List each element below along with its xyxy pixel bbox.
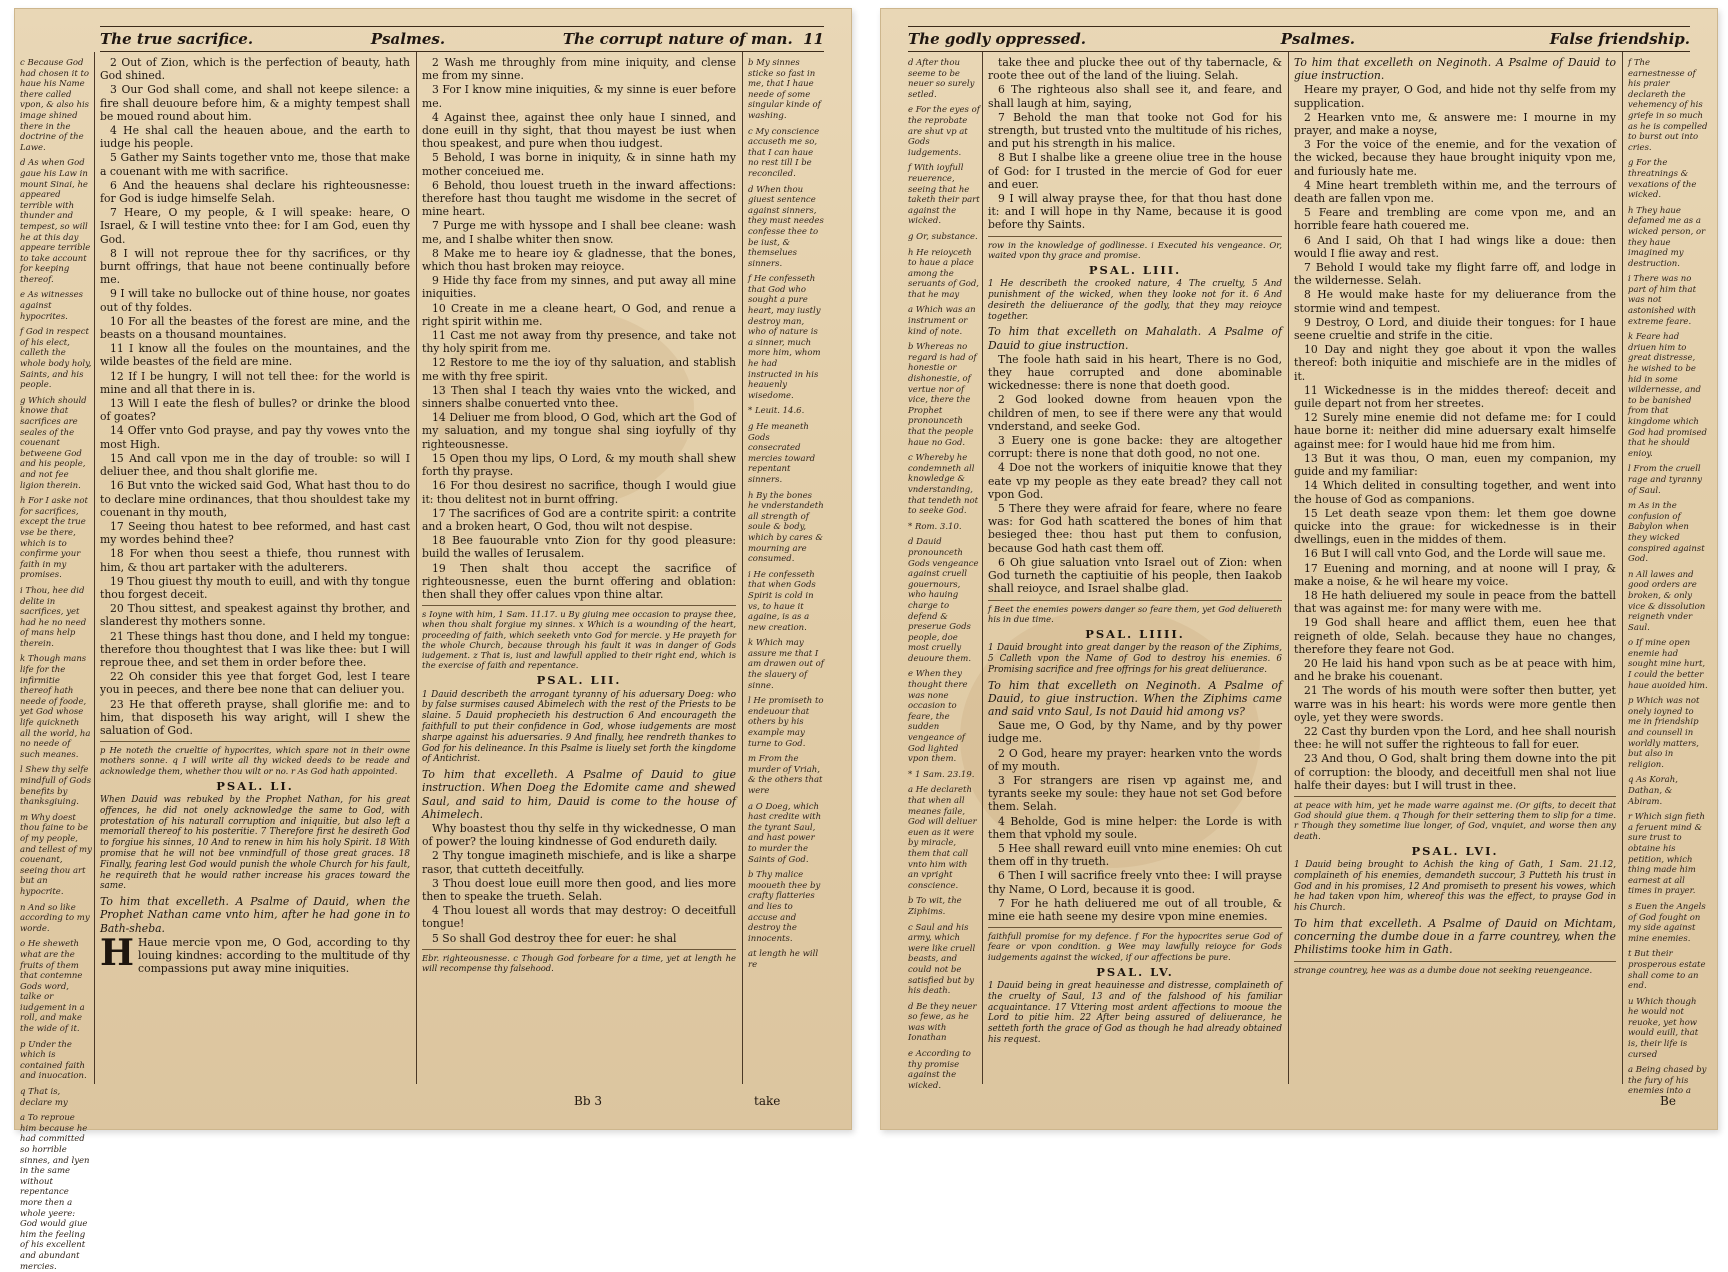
margin-note: c Because God had chosen it to haue his Name there called vpon, & also his image shined there in the doctrine of the Lawe.	[20, 58, 90, 153]
margin-note: u Which though he would not reuoke, yet how would euill, that is, their life is cursed	[1628, 996, 1699, 1060]
column-rule	[416, 52, 417, 1084]
verse: 5 There they were afraid for feare, where no feare was: for God hath scattered the bones of him that besieged thee: thou hast put them to confusion, because God hath cast them off.	[988, 502, 1282, 555]
footnote: p He noteth the crueltie of hypocrites, which spare not in their owne mothers sonne. q I will write all thy wicked deeds to be reade and acknowledge them, whether thou wilt or no. r As God hath appointed.	[100, 741, 410, 776]
margin-note: * 1 Sam. 23.19.	[908, 769, 975, 780]
margin-note: * Rom. 3.10.	[908, 521, 962, 532]
verse: 20 He laid his hand vpon such as be at peace with him, and he brake his couenant.	[1294, 656, 1616, 684]
verse: 16 For thou desirest no sacrifice, though I would giue it: thou delitest not in burnt offring.	[422, 479, 736, 506]
psalm-54-heading: PSAL. LIIII.	[1085, 626, 1185, 641]
verse: 10 Create in me a cleane heart, O God, and renue a right spirit within me.	[422, 301, 736, 328]
psalm-52-heading: PSAL. LII.	[536, 673, 622, 688]
margin-note: e As witnesses against hypocrites.	[20, 290, 83, 322]
verse: 9 Hide thy face from my sinnes, and put away all mine iniquities.	[422, 274, 736, 301]
margin-note: h He reioyceth to haue a place among the seruants of God, that he may	[908, 247, 979, 300]
verse: 7 Heare, O my people, & I will speake: heare, O Israel, & I will testine vnto thee: for I am God, euen thy God.	[100, 206, 410, 246]
verse: 11 Wickednesse is in the middes thereof: deceit and guile depart not from her streetes.	[1294, 383, 1616, 411]
verse: 2 Thy tongue imagineth mischiefe, and is like a sharpe rasor, that cutteth deceitfully.	[422, 849, 736, 876]
verse: 12 Restore to me the ioy of thy saluation, and stablish me with thy free spirit.	[422, 356, 736, 383]
psalm-53-heading: PSAL. LIII.	[1088, 263, 1182, 278]
verse: 14 Offer vnto God prayse, and pay thy vowes vnto the most High.	[100, 424, 410, 451]
psalm-55-heading: PSAL. LV.	[1096, 964, 1174, 979]
verse: 6 And I said, Oh that I had wings like a doue: then would I flie away and rest.	[1294, 233, 1616, 260]
margin-note: g Or, substance.	[908, 231, 978, 242]
verse: 6 Behold, thou louest trueth in the inward affections: therefore hast thou taught me wisdome in the secret of mine heart.	[422, 178, 736, 219]
verse: 6 Oh giue saluation vnto Israel out of Zion: when God turneth the captiuitie of his people, then Iaakob shall reioyce, and Israel shalbe glad.	[988, 555, 1282, 596]
margin-note: q That is, declare my	[20, 1087, 68, 1108]
margin-note: p Under the which is contained faith and inuocation.	[20, 1039, 87, 1082]
right-page	[880, 8, 1718, 1130]
psalm-54-title: To him that excelleth on Neginoth. A Psalme of Dauid, to giue instruction. When the Ziphims came and said vnto Saul, Is not Dauid hid among vs?	[988, 678, 1282, 718]
verse: 6 Then I will sacrifice freely vnto thee: I will prayse thy Name, O Lord, because it is good.	[988, 869, 1282, 896]
margin-note: * Leuit. 14.6.	[748, 406, 805, 417]
verse: 16 But vnto the wicked said God, What hast thou to do to declare mine ordinances, that thou shouldest take my couenant in thy mouth,	[100, 479, 410, 519]
verse: Heare my prayer, O God, and hide not thy selfe from my supplication.	[1294, 83, 1616, 110]
margin-note: d As when God gaue his Law in mount Sinai, he appeared terrible with thunder and tempest, so will he at this day appeare terrible to take account for keeping thereof.	[20, 158, 91, 285]
margin-rule	[742, 52, 743, 1084]
margin-note: g Which should knowe that sacrifices are seales of the couenant betweene God and his people, and not fee ligion therein.	[20, 395, 87, 491]
verse: 14 Deliuer me from blood, O God, which art the God of my saluation, and my tongue shal sing ioyfully of thy righteousnesse.	[422, 411, 736, 451]
margin-note: m Why doest thou faine to be of my people, and tellest of my couenant, seeing thou art but an hypocrite.	[20, 812, 92, 897]
verse: 8 Make me to heare ioy & gladnesse, that the bones, which thou hast broken may reioyce.	[422, 246, 736, 274]
catchword: take	[754, 1094, 781, 1108]
verse: 9 Destroy, O Lord, and diuide their tongues: for I haue seene crueltie and strife in the citie.	[1294, 315, 1616, 343]
margin-note: h For I aske not for sacrifices, except the true vse be there, which is to confirme your faith in my promises.	[20, 496, 88, 581]
margin-rule	[982, 52, 983, 1084]
right-outer-margin-notes	[1628, 58, 1708, 1097]
margin-note: t But their prosperous estate shall come to an end.	[1628, 949, 1706, 992]
footnote: strange countrey, hee was as a dumbe doue not seeking reuengeance.	[1294, 961, 1616, 975]
verse: 3 Thou doest loue euill more then good, and lies more then to speake the trueth. Selah.	[422, 876, 736, 903]
margin-note: d Dauid pronounceth Gods vengeance against cruell gouernours, who hauing charge to defend & preserue Gods people, doe most cruelly deuoure them.	[908, 537, 979, 664]
verse: 4 He shal call the heauen aboue, and the earth to iudge his people.	[100, 124, 410, 151]
margin-note: c Whereby he condemneth all knowledge & vnderstanding, that tendeth not to seeke God.	[908, 453, 979, 517]
psalm-51-verse-1	[100, 931, 410, 976]
verse: 9 I will alway prayse thee, for that thou hast done it: and I will hope in thy Name, because it is good before thy Saints.	[988, 192, 1282, 232]
verse: 6 And the heauens shal declare his righteousnesse: for God is iudge himselfe Selah.	[100, 178, 410, 206]
psalm-51-verses	[422, 56, 736, 601]
margin-note: h By the bones he vnderstandeth all strength of soule & body, which by cares & mourning are consumed.	[748, 490, 824, 565]
margin-note: o He sheweth what are the fruits of them that contemne Gods word, talke or iudgement in a roll, and make the wide of it.	[20, 939, 85, 1035]
verse: 10 Day and night they goe about it vpon the walles thereof: both iniquitie and mischiefe are in the midles of it.	[1294, 343, 1616, 383]
left-outer-margin-notes	[20, 58, 92, 1272]
margin-note: b Thy malice mooueth thee by crafty flatteries and lies to accuse and destroy the innocents.	[748, 870, 821, 944]
psalm-51-argument: When Dauid was rebuked by the Prophet Nathan, for his great offences, he did not onely acknowledge the same to God, with protestation of his naturall corruption and iniquitie, but also left a memoriall thereof to his posteritie. 7 Therefore first he desireth God to forgiue his sinnes, 10 And to renew in him his holy Spirit. 18 With promise that he will not bee vnmindfull of those great graces. 18 Finally, fearing lest God would punish the whole Church for his fault, he requireth that he would rather increase his graces toward the same.	[100, 794, 410, 892]
psalm-56-argument: 1 Dauid being brought to Achish the king of Gath, 1 Sam. 21.12, complaineth of his enemies, demandeth succour, 3 Putteth his trust in God and in his promises, 12 And promiseth to present his vowes, which he had taken vpon him, whereof this was the effect, to prayse God in his Church.	[1294, 859, 1616, 914]
margin-rule	[1622, 52, 1623, 1084]
margin-note: a He declareth that when all meanes faile, God will deliuer euen as it were by miracle, them that call vnto him with an vpright conscience.	[908, 785, 977, 891]
footnote: Ebr. righteousnesse. c Though God forbeare for a time, yet at length he will recompense thy falsehood.	[422, 949, 736, 973]
verse: 18 For when thou seest a thiefe, thou runnest with him, & thou art partaker with the adulterers.	[100, 547, 410, 574]
margin-note: i He confesseth that when Gods Spirit is cold in vs, to haue it againe, is as a new creation.	[748, 569, 816, 633]
verse: 10 For all the beastes of the forest are mine, and the beasts on a thousand mountaines.	[100, 314, 410, 342]
margin-note: a O Doeg, which hast credite with the tyrant Saul, and hast power to murder the Saints of God.	[748, 801, 822, 865]
verse: 23 He that offereth prayse, shall glorifie me: and to him, that disposeth his way aright, will I shew the saluation of God.	[100, 697, 410, 737]
verse: 22 Cast thy burden vpon the Lord, and hee shall nourish thee: he will not suffer the righteous to fall for euer.	[1294, 724, 1616, 752]
psalm-52-verses	[988, 56, 1282, 232]
psalm-52-verses	[422, 822, 736, 945]
margin-note: i Thou, hee did delite in sacrifices, yet had he no need of mans help therein.	[20, 585, 87, 649]
margin-note: f God in respect of his elect, calleth the whole body holy, Saints, and his people.	[20, 327, 92, 391]
psalm-56-heading: PSAL. LVI.	[1411, 843, 1499, 858]
footnote: f Beet the enemies powers danger so feare them, yet God deliuereth his in due time.	[988, 600, 1282, 624]
right-head-right: False friendship.	[1549, 30, 1690, 48]
left-head-left: The true sacrifice.	[100, 30, 254, 48]
margin-note: f He confesseth that God who sought a pure heart, may iustly destroy man, who of nature is a sinner, much more him, whom he had instructed in his heauenly wisedome.	[748, 274, 821, 401]
left-column-2	[422, 56, 736, 1090]
margin-note: n And so like according to my worde.	[20, 902, 90, 934]
margin-note: k Which may assure me that I am drawen out of the slauery of sinne.	[748, 638, 824, 691]
catchword: Be	[1660, 1094, 1676, 1108]
verse: 2 O God, heare my prayer: hearken vnto the words of my mouth.	[988, 746, 1282, 773]
margin-note: l Shew thy selfe mindfull of Gods benefits by thanksgiuing.	[20, 765, 92, 808]
margin-note: d Be they neuer so fewe, as he was with Ionathan	[908, 1001, 977, 1044]
verse: 2 Wash me throughly from mine iniquity, and clense me from my sinne.	[422, 56, 736, 83]
verse: 4 Thou louest all words that may destroy: O deceitfull tongue!	[422, 904, 736, 931]
margin-note: g He meaneth Gods consecrated mercies toward repentant sinners.	[748, 422, 816, 485]
verse: 7 Behold I would take my flight farre off, and lodge in the wildernesse. Selah.	[1294, 261, 1616, 288]
psalm-53-title: To him that excelleth on Mahalath. A Psalme of Dauid to giue instruction.	[988, 325, 1282, 352]
verse: 15 And call vpon me in the day of trouble: so will I deliuer thee, and thou shalt glorifie me.	[100, 451, 410, 479]
footnote: at peace with him, yet he made warre against me. (Or gifts, to deceit that God should giue them. q Though for their settering them to slip for a time. r Though they sometime liue longer, of God, vnquiet, and worse then any death.	[1294, 796, 1616, 841]
verse: 5 Behold, I was borne in iniquity, & in sinne hath my mother conceiued me.	[422, 151, 736, 178]
verse: 18 He hath deliuered my soule in peace from the battell that was against me: for many were with me.	[1294, 588, 1616, 616]
psalm-54-argument: 1 Dauid brought into great danger by the reason of the Ziphims, 5 Calleth vpon the Name of God to destroy his enemies. 6 Promising sacrifice and free offrings for his great deliuerance.	[988, 643, 1282, 675]
psalm-55-title: To him that excelleth on Neginoth. A Psalme of Dauid to giue instruction.	[1294, 56, 1616, 83]
verse: 23 And thou, O God, shalt bring them downe into the pit of corruption: the bloody, and deceitfull men shal not liue halfe their dayes: but I will trust in thee.	[1294, 752, 1616, 792]
verse: 18 Bee fauourable vnto Zion for thy good pleasure: build the walles of Ierusalem.	[422, 534, 736, 561]
margin-note: a Which was an instrument or kind of note.	[908, 305, 976, 337]
verse: 6 The righteous also shall see it, and feare, and shall laugh at him, saying,	[988, 83, 1282, 110]
margin-note: e For the eyes of the reprobate are shut vp at Gods iudgements.	[908, 105, 980, 158]
left-running-head	[100, 26, 824, 52]
margin-note: r Which sign fieth a feruent mind & sure trust to obtaine his petition, which thing made him earnest at all times in prayer.	[1628, 812, 1705, 897]
psalm-56-title: To him that excelleth. A Psalme of Dauid on Michtam, concerning the dumbe doue in a farre countrey, when the Philistims tooke him in Gath.	[1294, 916, 1616, 957]
verse: 11 I know all the foules on the mountaines, and the wilde beastes of the field are mine.	[100, 342, 410, 369]
margin-note: e According to thy promise against the wicked.	[908, 1049, 971, 1091]
verse: 2 Out of Zion, which is the perfection of beauty, hath God shined.	[100, 56, 410, 83]
margin-note: k Though mans life for the infirmitie thereof hath neede of foode, yet God whose life quickneth all the world, ha no neede of such meanes.	[20, 654, 91, 760]
verse: 3 Euery one is gone backe: they are altogether corrupt: there is none that doth good, no not one.	[988, 434, 1282, 461]
footnote: faithfull promise for my defence. f For the hypocrites serue God of feare or vpon condition. g Wee may lawfully reioyce for Gods iudgements against the wicked, if our affections be pure.	[988, 927, 1282, 962]
left-page	[14, 8, 852, 1272]
margin-note: f With ioyfull reuerence, seeing that he taketh their part against the wicked.	[908, 163, 980, 227]
verse: 16 But I will call vnto God, and the Lorde will saue me.	[1304, 547, 1606, 561]
psalm-55-argument: 1 Dauid being in great heauinesse and distresse, complaineth of the cruelty of Saul, 13 and of the falshood of his familiar acquaintance. 17 Vttering most ardent affections to mooue the Lord to pitie him. 22 After being assured of deliuerance, he setteth forth the grace of God as though he had already obtained his request.	[988, 980, 1282, 1045]
psalm-52-title: To him that excelleth. A Psalme of Dauid to giue instruction. When Doeg the Edomite came and shewed Saul, and said to him, Dauid is come to the house of Ahimelech.	[422, 768, 736, 821]
left-head-right: The corrupt nature of man.	[562, 30, 793, 48]
verse: 11 Cast me not away from thy presence, and take not thy holy spirit from me.	[422, 329, 736, 356]
margin-note: l From the cruell rage and tyranny of Saul.	[1628, 464, 1703, 496]
verse: Saue me, O God, by thy Name, and by thy power iudge me.	[988, 719, 1282, 746]
margin-rule	[94, 52, 95, 1084]
margin-note: c My conscience accuseth me so, that I can haue no rest till I be reconciled.	[748, 126, 820, 179]
verse: 5 Feare and trembling are come vpon me, and an horrible feare hath couered me.	[1294, 206, 1616, 233]
verse: 22 Oh consider this yee that forget God, lest I teare you in peeces, and there bee none that can deliuer you.	[100, 670, 410, 697]
verse: 19 Then shalt thou accept the sacrifice of righteousnesse, euen the burnt offering and oblation: then shall they offer calues vpon thine altar.	[422, 561, 736, 601]
verse: 4 Doe not the workers of iniquitie knowe that they eate vp my people as they eate bread? they call not vpon God.	[988, 461, 1282, 501]
psalm-50-verses	[100, 56, 410, 737]
margin-note: m From the murder of Vriah, & the others that were	[748, 754, 823, 796]
verse: Why boastest thou thy selfe in thy wickednesse, O man of power? the louing kindnesse of God endureth daily.	[422, 821, 736, 849]
margin-note: d After thou seeme to be neuer so surely setled.	[908, 58, 975, 100]
left-column-1	[100, 56, 410, 1090]
verse: 17 The sacrifices of God are a contrite spirit: a contrite and a broken heart, O God, thou wilt not despise.	[422, 506, 736, 533]
column-rule	[1288, 52, 1289, 1084]
margin-note: at length he will re	[748, 949, 819, 970]
verse: 3 For I know mine iniquities, & my sinne is euer before me.	[422, 83, 736, 110]
verse: 4 Beholde, God is mine helper: the Lorde is with them that vphold my soule.	[988, 814, 1282, 841]
verse: 3 For strangers are risen vp against me, and tyrants seeke my soule: they haue not set God before them. Selah.	[988, 773, 1282, 814]
verse: 7 For he hath deliuered me out of all trouble, & mine eie hath seene my desire vpon mine enemies.	[988, 896, 1282, 923]
margin-note: s Euen the Angels of God fought on my side against mine enemies.	[1628, 901, 1706, 944]
verse: 15 Let death seaze vpon them: let them goe downe quicke into the graue: for wickednesse is in their dwellings, euen in the middes of them.	[1294, 506, 1616, 547]
verse: 13 Will I eate the flesh of bulles? or drinke the blood of goates?	[100, 397, 410, 424]
margin-note: q As Korah, Dathan, & Abiram.	[1628, 775, 1678, 807]
margin-note: l He promiseth to endeuour that others by his example may turne to God.	[748, 696, 824, 749]
margin-note: b To wit, the Ziphims.	[908, 896, 962, 917]
verse: 12 If I be hungry, I will not tell thee: for the world is mine and all that there in is.	[100, 369, 410, 396]
right-running-head	[908, 26, 1690, 52]
verse: 8 I will not reproue thee for thy sacrifices, or thy burnt offrings, that haue not beene continually before me.	[100, 246, 410, 287]
verse: 4 Against thee, against thee only haue I sinned, and done euill in thy sight, that thou mayest be iust when thou speakest, and pure when thou iudgest.	[422, 110, 736, 151]
margin-note: m As in the confusion of Babylon when they wicked conspired against God.	[1628, 501, 1705, 565]
margin-note: d When thou giuest sentence against sinners, they must needes confesse thee to be iust, & themselues sinners.	[748, 184, 824, 269]
psalm-54-verses	[988, 719, 1282, 923]
verse: 13 But it was thou, O man, euen my companion, my guide and my familiar:	[1294, 451, 1616, 479]
margin-note: k Feare had driuen him to great distresse, he wished to be hid in some wildernesse, and to be banished from that kingdome which God had promised that he should enioy.	[1628, 332, 1707, 459]
verse: 5 Hee shall reward euill vnto mine enemies: Oh cut them off in thy trueth.	[988, 841, 1282, 869]
verse-text: Haue mercie vpon me, O God, according to thy louing kindnes: according to the multitude of thy compassions put away mine iniquities.	[138, 935, 410, 976]
margin-note: i There was no part of him that was not astonished with extreme feare.	[1628, 274, 1697, 327]
footnote: row in the knowledge of godlinesse. i Executed his vengeance. Or, waited vpon thy grace and promise.	[988, 236, 1282, 260]
verse: 13 Then shal I teach thy waies vnto the wicked, and sinners shalbe conuerted vnto thee.	[422, 383, 736, 411]
right-head-center: Psalmes.	[1280, 30, 1356, 48]
margin-note: p Which was not onely ioyned to me in friendship and counsell in worldly matters, but also in religion.	[1628, 696, 1700, 770]
verse: 20 Thou sittest, and speakest against thy brother, and slanderest thy mothers sonne.	[100, 602, 410, 629]
verse: 9 I will take no bullocke out of thine house, nor goates out of thy foldes.	[100, 287, 410, 314]
psalm-53-verses	[988, 353, 1282, 596]
margin-note: n All lawes and good orders are broken, & only vice & dissolution reigneth vnder Saul.	[1628, 569, 1706, 633]
margin-note: h They haue defamed me as a wicked person, or they haue imagined my destruction.	[1628, 205, 1706, 269]
verse: 5 Gather my Saints together vnto me, those that make a couenant with me with sacrifice.	[100, 151, 410, 178]
verse: 2 Hearken vnto me, & answere me: I mourne in my prayer, and make a noyse,	[1294, 110, 1616, 138]
left-inner-margin-notes	[748, 58, 824, 1090]
verse: 14 Which delited in consulting together, and went into the house of God as companions.	[1294, 479, 1616, 506]
psalm-55-verses	[1294, 83, 1616, 792]
margin-note: o If mine open enemie had sought mine hurt, I could the better haue auoided him.	[1628, 638, 1708, 691]
margin-note: b My sinnes sticke so fast in me, that I haue neede of some singular kinde of washing.	[748, 58, 821, 121]
verse: 7 Behold the man that tooke not God for his strength, but trusted vnto the multitude of his riches, and put his strength in his malice.	[988, 110, 1282, 151]
verse: 17 Seeing thou hatest to bee reformed, and hast cast my wordes behind thee?	[100, 519, 410, 547]
verse: 2 God looked downe from heauen vpon the children of men, to see if there were any that would vnderstand, and seeke God.	[988, 393, 1282, 433]
right-head-left: The godly oppressed.	[908, 30, 1087, 48]
verse: 4 Mine heart trembleth within me, and the terrours of death are fallen vpon me.	[1294, 178, 1616, 206]
margin-note: a Being chased by the fury of his enemies into a	[1628, 1065, 1707, 1097]
margin-note: f The earnestnesse of his praier declareth the vehemency of his griefe in so much as he is compelled to burst out into cries.	[1628, 58, 1708, 153]
psalm-52-argument: 1 Dauid describeth the arrogant tyranny of his aduersary Doeg: who by false surmises caused Abimelech with the rest of the Priests to be slaine. 5 Dauid prophecieth his destruction 6 And encourageth the faithfull to put their confidence in God, whose iudgements are most sharpe against his aduersaries. 9 And finally, hee rendreth thankes to God for his delineance. In this Psalme is liuely set forth the kingdome of Antichrist.	[422, 689, 736, 765]
psalm-51-heading: PSAL. LI.	[216, 778, 294, 793]
folio-number: 11	[803, 30, 824, 48]
margin-note: b Whereas no regard is had of honestie or dishonestie, of vertue nor of vice, there the Prophet pronounceth that the people haue no God.	[908, 342, 977, 448]
margin-note: a To reproue him because he had committed so horrible sinnes, and lyen in the same without repentance more then a whole yeere: God would giue him the feeling of his excellent and abundant mercies.	[20, 1113, 90, 1272]
verse: 19 Thou giuest thy mouth to euill, and with thy tongue thou forgest deceit.	[100, 574, 410, 601]
verse: The foole hath said in his heart, There is no God, they haue corrupted and done abominable wickednesse: there is none that doeth good.	[988, 352, 1282, 393]
signature-mark: Bb 3	[574, 1094, 602, 1108]
margin-note: g For the threatnings & vexations of the wicked.	[1628, 158, 1697, 201]
margin-note: e When they thought there was none occasion to feare, the sudden vengeance of God lighted vpon them.	[908, 669, 968, 765]
verse: take thee and plucke thee out of thy tabernacle, & roote thee out of the land of the liuing. Selah.	[988, 56, 1282, 83]
verse: 5 So shall God destroy thee for euer: he shal	[432, 931, 677, 945]
right-column-1	[988, 56, 1282, 1090]
verse: 21 The words of his mouth were softer then butter, yet warre was in his heart: his words were more gentle then oyle, yet they were swords.	[1294, 684, 1616, 724]
right-inner-margin-notes	[908, 58, 980, 1090]
verse: 3 Our God shall come, and shall not keepe silence: a fire shall deuoure before him, & a mighty tempest shall be moued round about him.	[100, 83, 410, 123]
right-column-2	[1294, 56, 1616, 1090]
psalm-51-title: To him that excelleth. A Psalme of Dauid, when the Prophet Nathan came vnto him, after he had gone in to Bath-sheba.	[100, 895, 410, 935]
verse: 3 For the voice of the enemie, and for the vexation of the wicked, because they haue brought iniquity vpon me, and furiously hate me.	[1294, 138, 1616, 178]
drop-cap: H	[100, 931, 135, 974]
psalm-53-argument: 1 He describeth the crooked nature, 4 The cruelty, 5 And punishment of the wicked, when they looke not for it. 6 And desireth the deliuerance of the godly, that they may reioyce together.	[988, 279, 1282, 322]
verse: 19 God shall heare and afflict them, euen hee that reigneth of olde, Selah. because they haue no changes, therefore they feare not God.	[1294, 616, 1616, 656]
verse: 17 Euening and morning, and at noone will I pray, & make a noise, & he wil heare my voice.	[1294, 561, 1616, 588]
verse: 8 He would make haste for my deliuerance from the stormie wind and tempest.	[1294, 288, 1616, 315]
verse: 15 Open thou my lips, O Lord, & my mouth shall shew forth thy prayse.	[422, 451, 736, 479]
verse: 8 But I shalbe like a greene oliue tree in the house of God: for I trusted in the mercie of God for euer and euer.	[988, 151, 1282, 191]
left-head-center: Psalmes.	[370, 30, 446, 48]
verse: 21 These things hast thou done, and I held my tongue: therefore thou thoughtest that I was like thee: but I will reproue thee, and set them in order before thee.	[100, 629, 410, 669]
margin-note: c Saul and his army, which were like cruell beasts, and could not be satisfied but by his death.	[908, 922, 976, 997]
verse: 12 Surely mine enemie did not defame me: for I could haue borne it: neither did mine aduersary exalt himselfe against mee: for I would haue hid me from him.	[1294, 411, 1616, 451]
verse: 7 Purge me with hyssope and I shall bee cleane: wash me, and I shalbe whiter then snow.	[422, 219, 736, 246]
footnote: s Ioyne with him, 1 Sam. 11.17. u By giuing mee occasion to prayse thee, when thou shalt forgiue my sinnes. x Which is a wounding of the heart, proceeding of faith, which seeketh vnto God for mercie. y He prayeth for the whole Church, because through his fault it was in danger of Gods iudgement. z That is, iust and lawfull applied to their right end, which is the exercise of faith and repentance.	[422, 605, 736, 670]
